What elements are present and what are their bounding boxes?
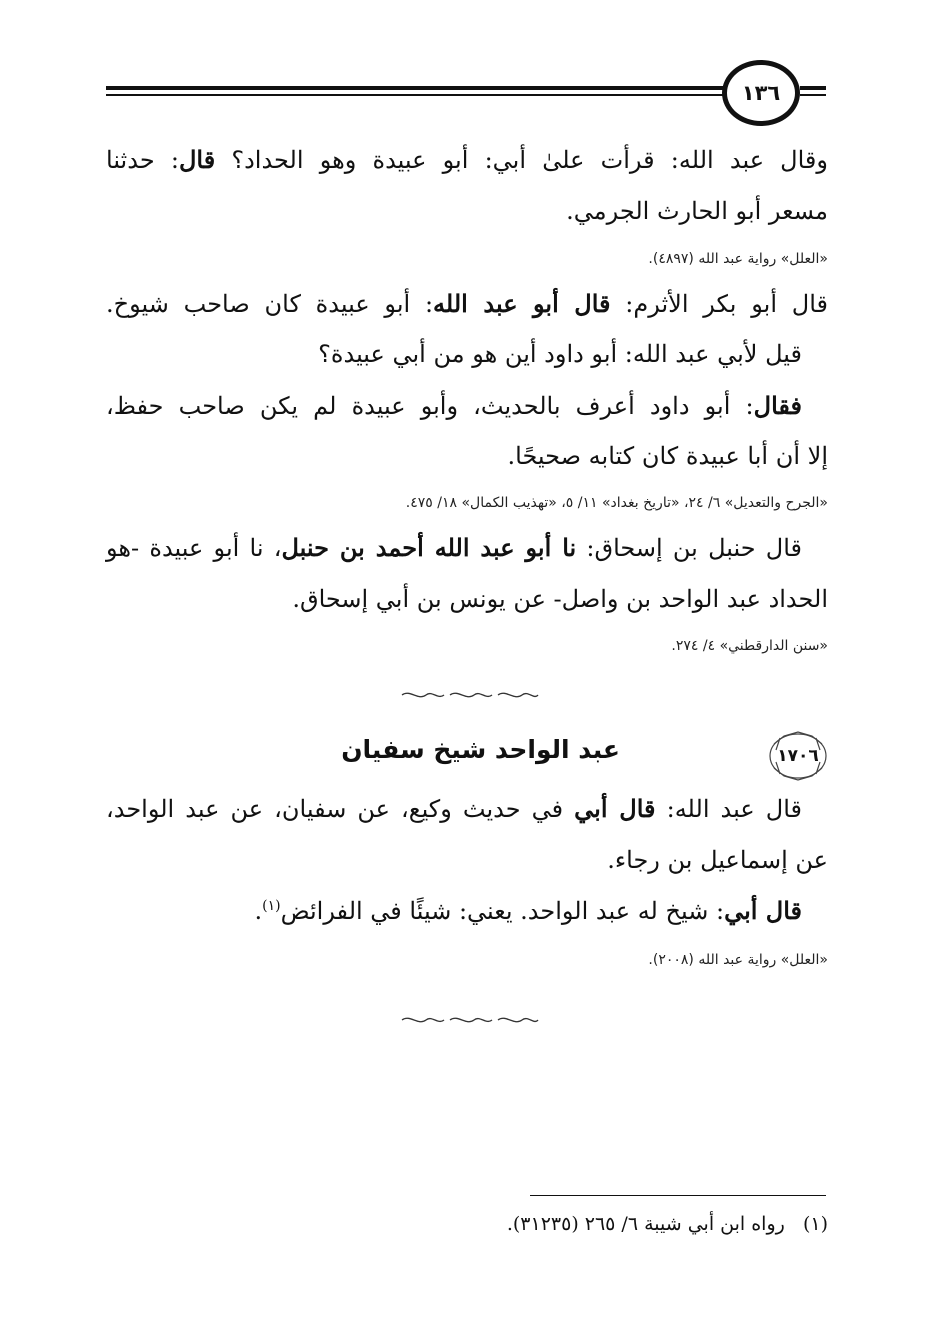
footnote-number: (١) [802, 1213, 828, 1235]
paragraph-line: قيل لأبي عبد الله: أبو داود أين هو من أبي عبيدة؟ [318, 340, 802, 368]
header-rule [106, 86, 724, 100]
bold-run: قال أبي [574, 794, 656, 823]
paragraph-line [106, 534, 802, 563]
paragraph-line: إلا أن أبا عبيدة كان كتابه صحيحًا. [507, 442, 828, 470]
bold-run: فقال [753, 391, 802, 420]
paragraph-line: مسعر أبو الحارث الجرمي. [566, 197, 828, 225]
citation: «العلل» رواية عبد الله (٤٨٩٧). [648, 251, 828, 267]
bold-run: قال [178, 145, 216, 174]
ornament-divider [398, 688, 542, 702]
paragraph-line: عن إسماعيل بن رجاء. [607, 846, 828, 874]
text-run: : أبو داود أعرف بالحديث، وأبو عبيدة لم يكن صاحب حفظ، [106, 392, 754, 420]
paragraph-line: الحداد عبد الواحد بن واصل- عن يونس بن أبي إسحاق. [292, 585, 828, 613]
text-run: ، نا أبو عبيدة -هو [106, 534, 282, 562]
bold-run: نا أبو عبد الله أحمد بن حنبل [281, 533, 577, 562]
citation: «سنن الدارقطني» ٤/ ٢٧٤. [671, 638, 828, 654]
text-run: وقال عبد الله: قرأت علىٰ أبي: أبو عبيدة وهو الحداد؟ [215, 146, 828, 174]
text-run: . [254, 897, 263, 925]
citation: «العلل» رواية عبد الله (٢٠٠٨). [648, 952, 828, 968]
paragraph-line [106, 290, 828, 319]
text-run: : شيخ له عبد الواحد. يعني: شيئًا في الفرائض [280, 897, 725, 925]
ornament-divider [398, 1013, 542, 1027]
text-run: قال حنبل بن إسحاق: [576, 534, 802, 562]
paragraph-line [106, 146, 828, 175]
paragraph-line [106, 392, 802, 421]
entry-number: ١٧٠٦ [777, 746, 819, 766]
page-number-badge [722, 60, 800, 126]
text-run: قال عبد الله: [655, 795, 802, 823]
text-run: : حدثنا [106, 146, 179, 174]
paragraph-line [254, 897, 802, 926]
footnote [507, 1213, 828, 1235]
footnote-text: رواه ابن أبي شيبة ٦/ ٢٦٥ (٣١٢٣٥). [506, 1213, 785, 1235]
page-number: ١٣٦ [741, 81, 781, 105]
footnote-rule [530, 1195, 826, 1196]
section-title: عبد الواحد شيخ سفيان [341, 735, 620, 764]
citation: «الجرح والتعديل» ٦/ ٢٤، «تاريخ بغداد» ١١/ ٥، «تهذيب الكمال» ١٨/ ٤٧٥. [405, 495, 828, 511]
bold-run: قال أبو عبد الله [433, 289, 611, 318]
text-run: : أبو عبيدة كان صاحب شيوخ. [106, 290, 434, 318]
text-run: قال أبو بكر الأثرم: [610, 290, 828, 318]
footnote-marker: (١) [262, 898, 281, 914]
header-rule-tail [800, 86, 826, 100]
paragraph-line [106, 795, 802, 824]
text-run: في حديث وكيع، عن سفيان، عن عبد الواحد، [106, 795, 575, 823]
bold-run: قال أبي [724, 896, 802, 925]
